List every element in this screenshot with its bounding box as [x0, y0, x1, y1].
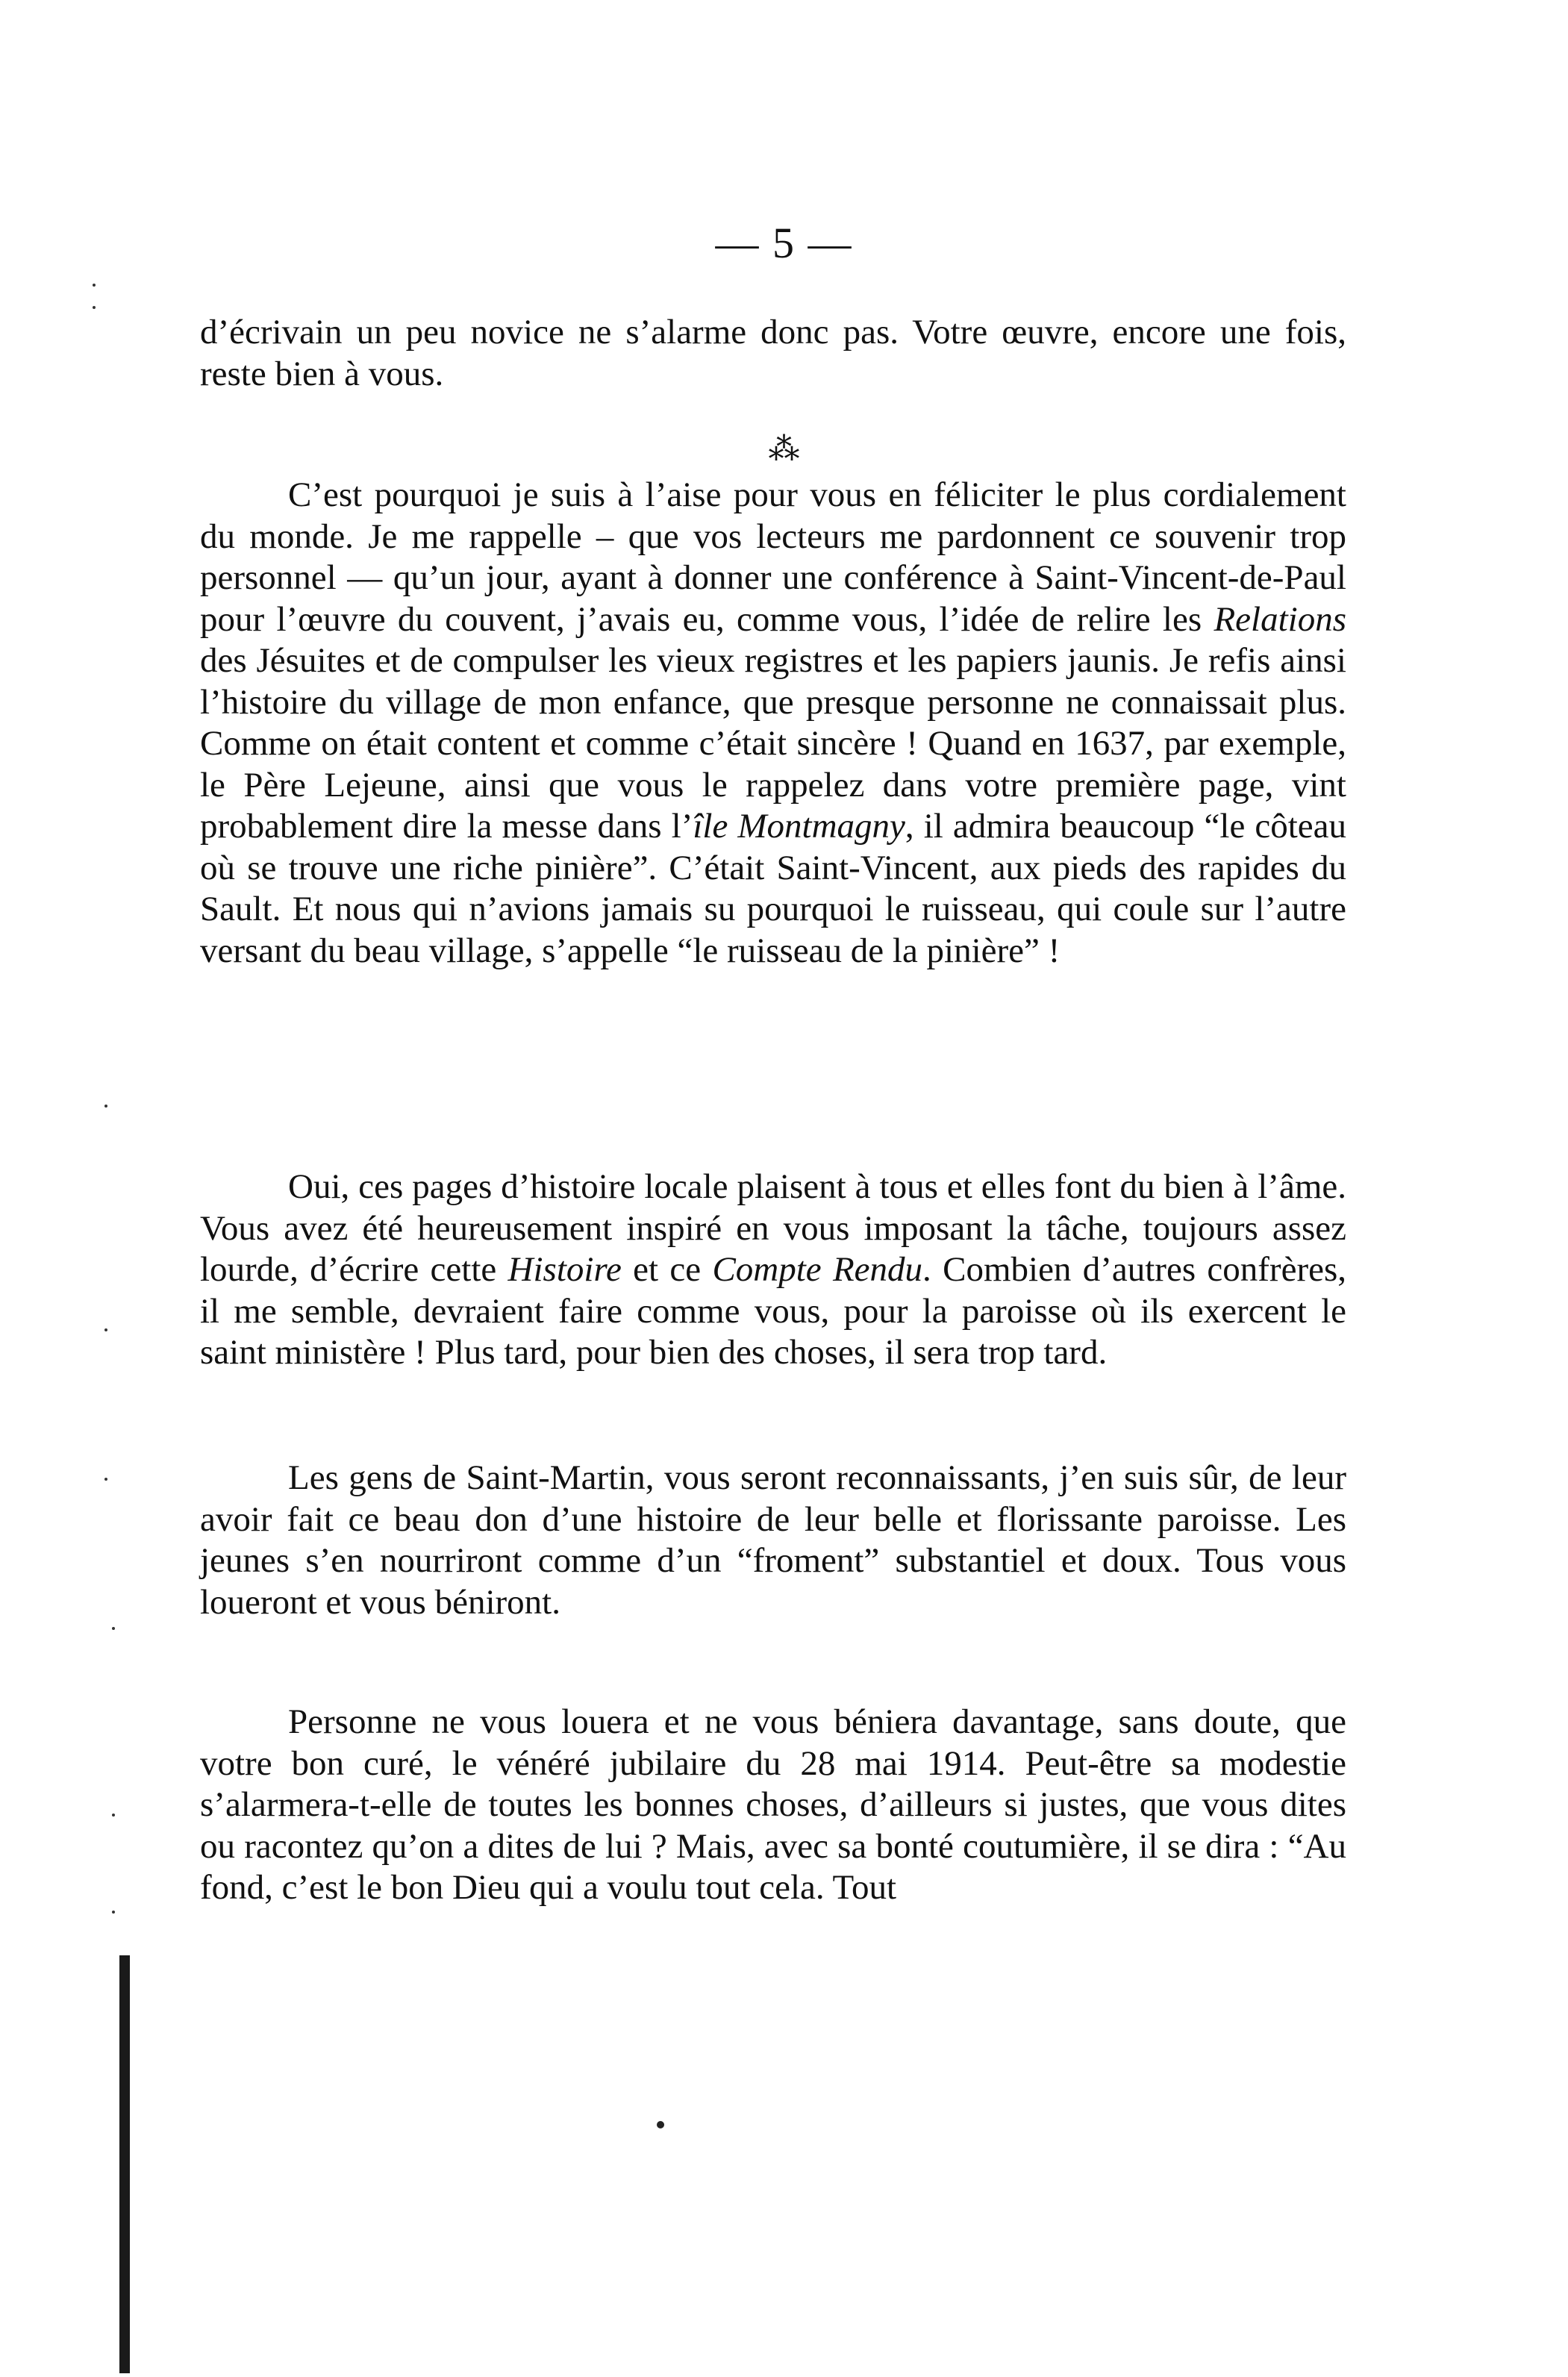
paragraph-text [200, 1166, 1346, 1374]
page-number: — 5 — [715, 219, 853, 267]
text-segment: Oui, ces pages d’histoire locale plaisent à tous et elles font du bien à l’âme. Vous avez été heureusement inspiré en vous imposant la tâche, toujours assez lourde, d’écrire cette [200, 1167, 1346, 1289]
margin-mark [112, 1627, 115, 1630]
text-segment: Les gens de Saint-Martin, vous seront reconnaissants, j’en suis sûr, de leur avoir fait ce beau don d’une histoire de leur belle et florissante paroisse. Les jeunes s’en nourriront comme d’un “froment” substantiel et doux. Tous vous loueront et vous béniront. [200, 1458, 1346, 1622]
paragraph-text [200, 1458, 1346, 1623]
margin-mark [104, 1478, 107, 1481]
italic-text: île Montmagny [693, 807, 905, 846]
text-segment: Personne ne vous louera et ne vous béniera davantage, sans doute, que votre bon curé, le vénéré jubilaire du 28 mai 1914. Peut-être sa modestie s’alarmera-t-elle de toutes les bonnes choses, d’ailleurs si justes, que vous dites ou racontez qu’on a dites de lui ? Mais, avec sa bonté coutumière, il se dira : “Au fond, c’est le bon Dieu qui a voulu tout cela. Tout [200, 1702, 1346, 1907]
text-segment: . Combien d’autres confrères, il me semble, devraient faire comme vous, pour la paroisse où ils exercent le saint ministère ! Plus tard, pour bien des choses, il sera trop tard. [200, 1250, 1347, 1372]
asterism-separator: ⁂ [768, 433, 800, 467]
margin-mark [104, 1105, 107, 1108]
margin-mark [93, 306, 96, 309]
paragraph-5 [200, 1702, 1346, 1909]
paragraph-text [200, 1702, 1346, 1909]
italic-text: Compte Rendu [712, 1250, 923, 1289]
italic-text: Relations [1214, 599, 1346, 639]
margin-mark [104, 1328, 107, 1331]
margin-mark [93, 284, 96, 287]
text-segment: d’écrivain un peu novice ne s’alarme donc pas. Votre œuvre, encore une fois, reste bien à vous. [200, 313, 1346, 393]
margin-mark [112, 1814, 115, 1817]
ink-speck [657, 2121, 664, 2128]
text-segment: des Jésuites et de compulser les vieux registres et les papiers jaunis. Je refis ainsi l’histoire du village de mon enfance, que presque personne ne connaissait plus. Comme on était content et comme c’était sincère ! Quand en 1637, par exemple, le Père Lejeune, ainsi que vous le rappelez dans votre première page, vint probablement dire la messe dans l’ [200, 641, 1346, 846]
margin-mark [112, 1911, 115, 1914]
text-segment: et ce [621, 1250, 713, 1289]
margin-binding-edge [119, 1955, 130, 2373]
paragraph-2 [200, 475, 1346, 972]
paragraph-1 [200, 312, 1346, 395]
text-segment: C’est pourquoi je suis à l’aise pour vous en féliciter le plus cordialement du monde. Je me rappelle – que vos lecteurs me pardonnent ce souvenir trop personnel — qu’un jour, ayant à donner une conférence à Saint-Vincent-de-Paul pour l’œuvre du couvent, j’avais eu, comme vous, l’idée de relire les [200, 475, 1346, 639]
paragraph-4 [200, 1458, 1346, 1623]
italic-text: Histoire [507, 1250, 622, 1289]
paragraph-text [200, 312, 1346, 395]
text-segment: , il admira beaucoup “le côteau où se trouve une riche pinière”. C’était Saint-Vincent, aux pieds des rapides du Sault. Et nous qui n’avions jamais su pourquoi le ruisseau, qui coule sur l’autre versant du beau village, s’appelle “le ruisseau de la pinière” ! [200, 807, 1346, 970]
paragraph-3 [200, 1166, 1346, 1374]
paragraph-text [200, 475, 1346, 972]
